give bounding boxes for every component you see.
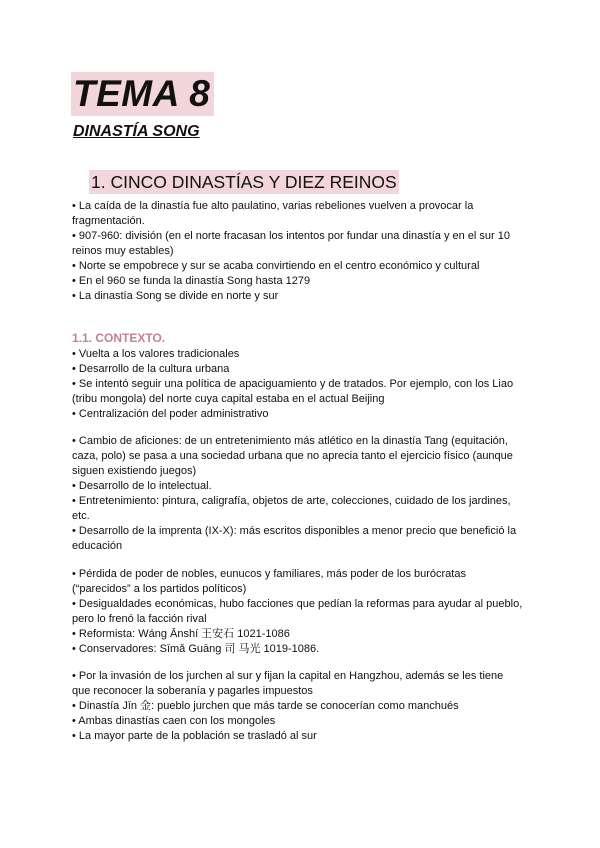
- list-item: • Se intentó seguir una política de apaciguamiento y de tratados. Por ejemplo, con los Liao: [72, 378, 514, 390]
- context-group-1: [72, 347, 542, 422]
- list-item: • Desigualdades económicas, hubo facciones que pedían la reformas para ayudar al pueblo,: [72, 598, 523, 610]
- context-group-2: [72, 434, 542, 554]
- list-item: • En el 960 se funda la dinastía Song hasta 1279: [72, 275, 311, 287]
- list-item: (tribu mongola) del norte cuya capital estaba en el actual Beijing: [72, 393, 385, 405]
- list-item: • La mayor parte de la población se trasladó al sur: [72, 730, 317, 742]
- list-item: • Pérdida de poder de nobles, eunucos y familiares, más poder de los burócratas: [72, 568, 466, 580]
- list-item: • 907-960: división (en el norte fracasan los intentos por fundar una dinastía y en el sur 10: [72, 230, 511, 242]
- list-item: • Vuelta a los valores tradicionales: [72, 348, 240, 360]
- list-item: pero lo frenó la facción rival: [72, 613, 207, 625]
- list-item: • Ambas dinastías caen con los mongoles: [72, 715, 276, 727]
- page-title: TEMA 8: [71, 72, 214, 116]
- list-item: • Desarrollo de lo intelectual.: [72, 480, 212, 492]
- section-1-list: [72, 199, 542, 304]
- list-item: • Dinastía Jīn 金: pueblo jurchen que más tarde se conocerían como manchués: [72, 700, 459, 712]
- list-item: etc.: [72, 510, 90, 522]
- section-heading-1-1: 1.1. CONTEXTO.: [72, 331, 166, 345]
- section-heading-1: 1. CINCO DINASTÍAS Y DIEZ REINOS: [91, 172, 397, 192]
- list-item: • La dinastía Song se divide en norte y sur: [72, 290, 279, 302]
- list-item: siguen existiendo juegos): [72, 465, 197, 477]
- list-item: • Por la invasión de los jurchen al sur y fijan la capital en Hangzhou, además se les tiene: [72, 670, 504, 682]
- list-item: fragmentación.: [72, 215, 145, 227]
- list-item: reinos muy estables): [72, 245, 174, 257]
- list-item: que reconocer la soberanía y pagarles impuestos: [72, 685, 313, 697]
- context-group-4: [72, 669, 542, 744]
- list-item: • Conservadores: Sīmǎ Guāng 司 马光 1019-1086.: [72, 643, 320, 655]
- list-item: • Reformista: Wáng Ānshí 王安石 1021-1086: [72, 628, 290, 640]
- page-subtitle: DINASTÍA SONG: [73, 123, 200, 140]
- list-item: • Norte se empobrece y sur se acaba convirtiendo en el centro económico y cultural: [72, 260, 480, 272]
- list-item: • Entretenimiento: pintura, caligrafía, objetos de arte, colecciones, cuidado de los jardines,: [72, 495, 511, 507]
- list-item: • Cambio de aficiones: de un entretenimiento más atlético en la dinastía Tang (equitación,: [72, 435, 508, 447]
- list-item: • Desarrollo de la cultura urbana: [72, 363, 230, 375]
- list-item: • Centralización del poder administrativo: [72, 408, 269, 420]
- context-group-3: [72, 567, 542, 657]
- list-item: • Desarrollo de la imprenta (IX-X): más escritos disponibles a menor precio que benefició la: [72, 525, 517, 537]
- list-item: • La caída de la dinastía fue alto paulatino, varias rebeliones vuelven a provocar la: [72, 200, 474, 212]
- list-item: caza, polo) se pasa a una sociedad urbana que no aprecia tanto el ejercicio físico (aunque: [72, 450, 513, 462]
- list-item: educación: [72, 540, 123, 552]
- list-item: (“parecidos” a los partidos políticos): [72, 583, 247, 595]
